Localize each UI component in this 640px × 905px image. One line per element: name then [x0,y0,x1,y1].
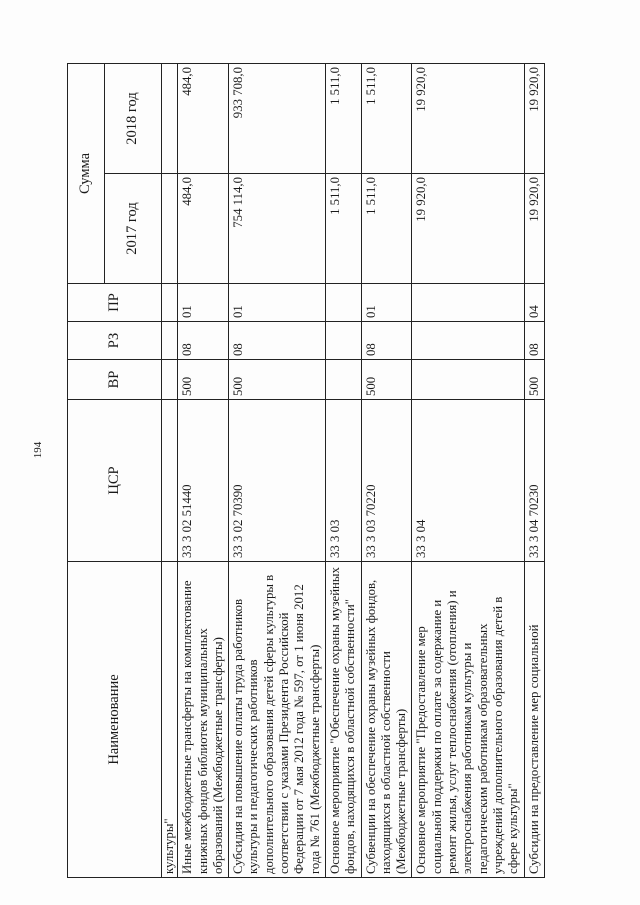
header-csr: ЦСР [68,400,162,562]
cell-rz: 08 [361,322,412,360]
cell-pr: 01 [361,284,412,322]
cell-vr: 500 [524,360,544,400]
cell-vr: 500 [229,360,326,400]
table-row [361,64,412,878]
header-sum: Сумма [68,64,105,284]
cell-y2018: 19 920,0 [412,64,524,174]
cell-y2017 [162,174,178,284]
table-row [178,64,229,878]
cell-name: Основное мероприятие "Обеспечение охраны музейных фондов, находящихся в областной собственности" [325,562,361,878]
cell-y2017: 1 511,0 [361,174,412,284]
cell-pr: 01 [229,284,326,322]
cell-name: Субсидия на повышение оплаты труда работников культуры и педагогических работников дополнительного образования детей сферы культуры в соответствии с указами Президента Российской Федерации от 7 мая 2012 года № 597, от 1 июня 2012 года № 761 (Межбюджетные трансферты) [229,562,326,878]
table-row [524,64,544,878]
cell-csr: 33 3 04 70230 [524,400,544,562]
cell-vr [162,360,178,400]
cell-name: Субвенции на обеспечение охраны музейных фондов, находящихся в областной собственности (Межбюджетные трансферты) [361,562,412,878]
header-rz: РЗ [68,322,162,360]
cell-y2018: 1 511,0 [361,64,412,174]
header-pr: ПР [68,284,162,322]
cell-name: Иные межбюджетные трансферты на комплектование книжных фондов библиотек муниципальных образований (Межбюджетные трансферты) [178,562,229,878]
cell-rz [412,322,524,360]
budget-table [67,63,545,878]
cell-csr [162,400,178,562]
cell-vr [325,360,361,400]
cell-y2018: 19 920,0 [524,64,544,174]
cell-pr [412,284,524,322]
cell-pr [162,284,178,322]
cell-pr: 01 [178,284,229,322]
table-row [412,64,524,878]
table-row [229,64,326,878]
table-body [162,64,545,878]
header-vr: ВР [68,360,162,400]
header-2018: 2018 год [105,64,162,174]
header-name: Наименование [68,562,162,878]
cell-csr: 33 3 02 70390 [229,400,326,562]
rotated-budget-table [67,64,608,878]
cell-csr: 33 3 04 [412,400,524,562]
cell-y2017: 484,0 [178,174,229,284]
cell-y2018: 484,0 [178,64,229,174]
cell-y2017: 754 114,0 [229,174,326,284]
cell-rz: 08 [524,322,544,360]
cell-rz: 08 [178,322,229,360]
cell-y2018 [162,64,178,174]
cell-y2017: 19 920,0 [412,174,524,284]
cell-name: Субсидии на предоставление мер социальной [524,562,544,878]
cell-pr: 04 [524,284,544,322]
cell-name: Основное мероприятие "Предоставление мер социальной поддержки по оплате за содержание и ремонт жилья, услуг теплоснабжения (отопления) и электроснабжения работникам культуры и педагогическим работникам образовательных учреждений дополнительного образования детей в сфере культуры" [412,562,524,878]
header-2017: 2017 год [105,174,162,284]
cell-rz: 08 [229,322,326,360]
cell-rz [162,322,178,360]
cell-vr: 500 [178,360,229,400]
table-row [162,64,178,878]
cell-vr [412,360,524,400]
cell-rz [325,322,361,360]
cell-y2018: 1 511,0 [325,64,361,174]
cell-csr: 33 3 03 70220 [361,400,412,562]
page-number: 194 [32,441,44,459]
table-row [325,64,361,878]
cell-csr: 33 3 03 [325,400,361,562]
cell-y2018: 933 708,0 [229,64,326,174]
cell-name: культуры" [162,562,178,878]
cell-vr: 500 [361,360,412,400]
cell-csr: 33 3 02 51440 [178,400,229,562]
cell-y2017: 1 511,0 [325,174,361,284]
cell-y2017: 19 920,0 [524,174,544,284]
cell-pr [325,284,361,322]
